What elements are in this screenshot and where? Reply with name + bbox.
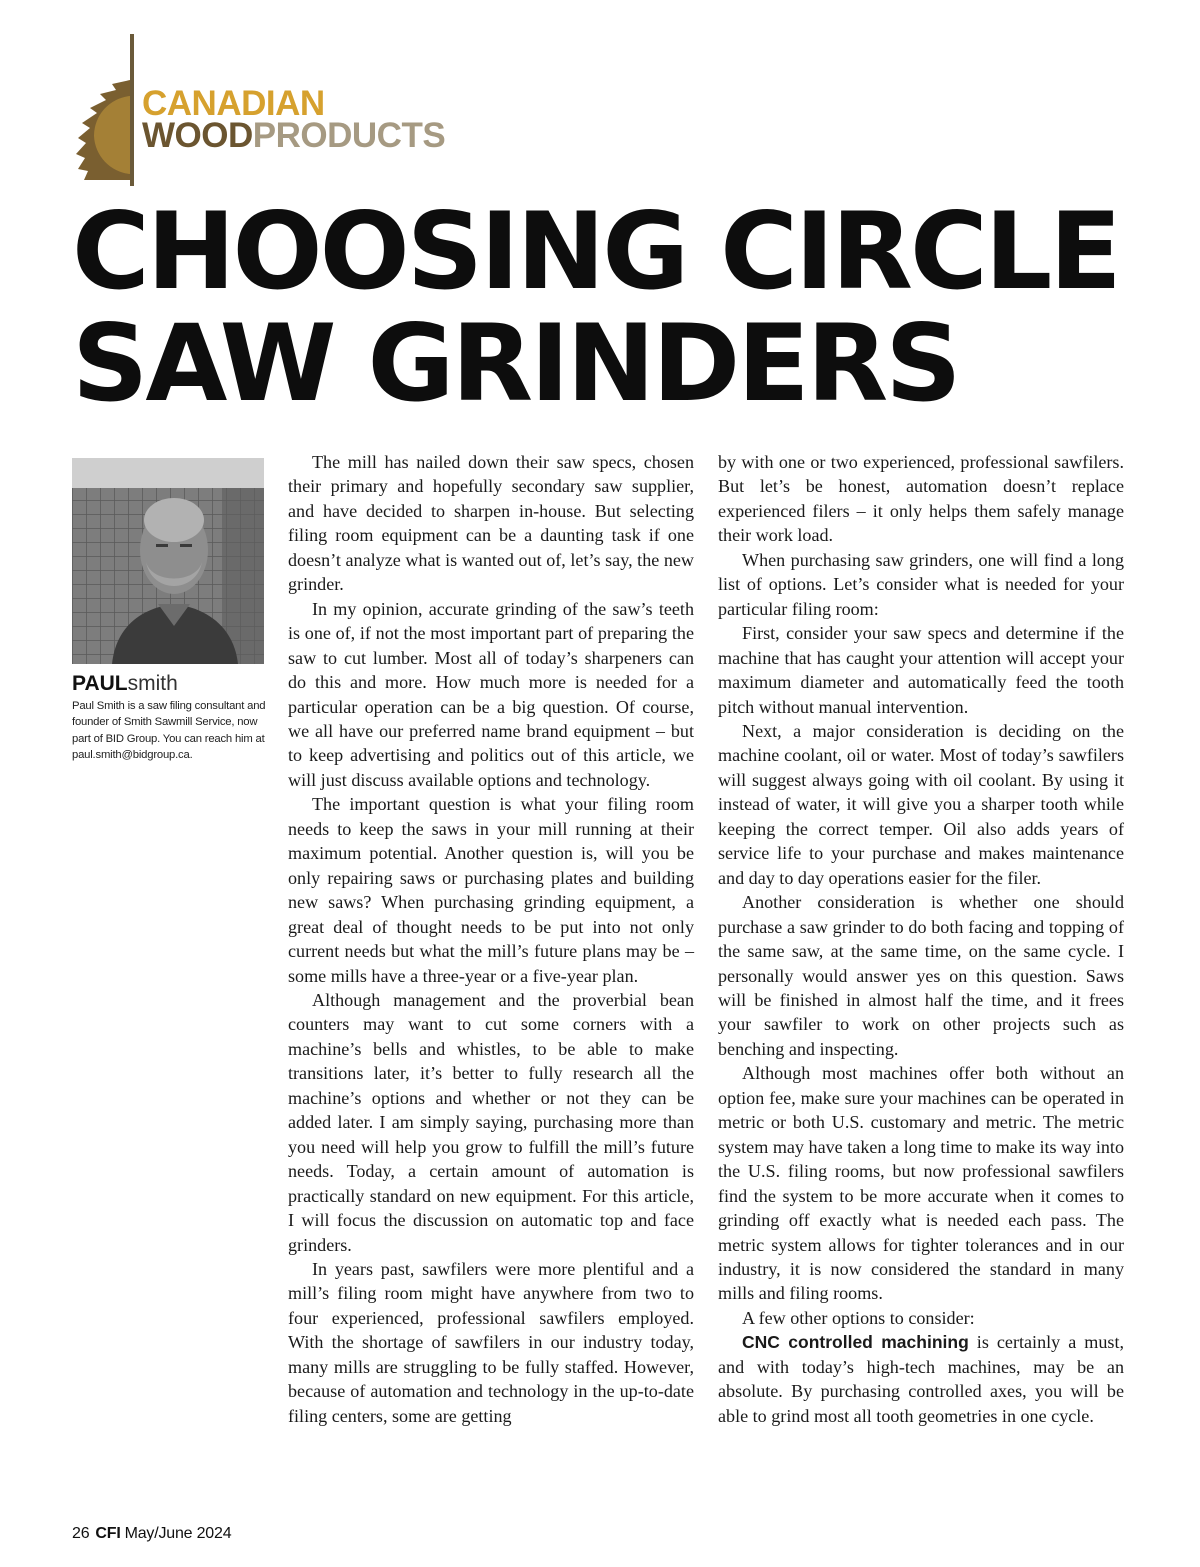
paragraph: When purchasing saw grinders, one will find a long list of options. Let’s consider what is needed for your particular filing room: xyxy=(718,549,1124,619)
paragraph: Although most machines offer both without an option fee, make sure your machines can be operated in metric or both U.S. customary and metric. The metric system may have taken a long time to make its way into the U.S. filing rooms, but now professional sawfilers find the system to be more accurate when it comes to grinding off exactly what is needed each pass. The metric system allows for tighter tolerances and in our industry, it is now considered the standard in many mills and filing rooms. xyxy=(718,1063,1124,1304)
author-box xyxy=(72,672,268,764)
saw-blade-icon xyxy=(72,76,134,184)
publication-name: CFI xyxy=(95,1525,121,1542)
headline-line-2: SAW GRINDERS xyxy=(72,302,959,425)
cnc-text: is certainly a must, and with today’s high-tech machines, may be an absolute. By purchasing controlled axes, you will be able to grind most all tooth geometries in one cycle. xyxy=(718,1332,1125,1426)
paragraph: In my opinion, accurate grinding of the saw’s teeth is one of, if not the most important part of preparing the saw to cut lumber. Most all of today’s sharpeners can do this and more. How much more is needed for a particular operation can be a big question. Of course, we all have our preferred name brand equipment – but to keep advertising and politics out of this article, we will just discuss available options and technology. xyxy=(288,598,694,790)
paragraph: A few other options to consider: xyxy=(742,1307,975,1328)
logo-divider xyxy=(130,34,134,186)
article-column-left xyxy=(288,450,694,1428)
author-photo xyxy=(72,458,264,664)
page-number: 26 xyxy=(72,1525,90,1542)
paragraph-continued: by with one or two experienced, professional sawfilers. But let’s be honest, automation doesn’t replace experienced filers – it only helps them safely manage their work load. xyxy=(718,452,1124,546)
logo-line-canadian: CANADIAN xyxy=(142,84,325,123)
issue-date: May/June 2024 xyxy=(124,1525,232,1542)
paragraph: Another consideration is whether one should purchase a saw grinder to do both facing and topping of the same saw, at the same time, on the same cycle. I personally would answer yes on this question. Saws will be finished in almost half the time, and it frees your sawfiler to work on other projects such as benching and inspecting. xyxy=(718,892,1124,1059)
paragraph: First, consider your saw specs and determine if the machine that has caught your attention will accept your maximum diameter and automatically feed the tooth pitch without manual intervention. xyxy=(718,623,1124,717)
headline-line-1: CHOOSING CIRCLE xyxy=(72,190,1119,313)
paragraph: In years past, sawfilers were more plentiful and a mill’s filing room might have anywhere from two to four experienced, professional sawfilers employed. With the shortage of sawfilers in our industry today, many mills are struggling to be fully staffed. However, because of automation and technology in the up-to-date filing centers, some are getting xyxy=(288,1258,694,1426)
logo-wordmark xyxy=(142,84,446,155)
logo-line-woodproducts: WOODPRODUCTS xyxy=(142,116,446,155)
paragraph: Although management and the proverbial bean counters may want to cut some corners with a machine’s bells and whistles, to be able to make transitions later, it’s better to fully research all the machine’s options and whether or not they can be added later. I am simply saying, purchasing more than you need will help you grow to fulfill the mill’s future needs. Today, a certain amount of automation is practically standard on new equipment. For this article, I will focus the discussion on automatic top and face grinders. xyxy=(288,989,694,1255)
paragraph: Next, a major consideration is deciding on the machine coolant, oil or water. Most of today’s sawfilers will suggest always going with oil coolant. By using it instead of water, it will give you a sharper tooth while keeping the correct temper. Oil also adds years of service life to your purchase and makes maintenance and day to day operations easier for the filer. xyxy=(718,720,1124,888)
article-headline xyxy=(72,190,1172,425)
paragraph: The mill has nailed down their saw specs, chosen their primary and hopefully secondary saw supplier, and have decided to sharpen in-house. But selecting filing room equipment can be a daunting task if one doesn’t analyze what is wanted out of, let’s say, the new grinder. xyxy=(288,452,694,595)
article-column-right xyxy=(718,450,1124,1428)
author-name: PAULsmith xyxy=(72,672,178,695)
paragraph: The important question is what your filing room needs to keep the saws in your mill running at their maximum potential. Another question is, will you be only repairing saws or purchasing plates and building new saws? When purchasing grinding equipment, a great deal of thought needs to be put into not only current needs but what the mill’s future plans may be – some mills have a three-year or a five-year plan. xyxy=(288,794,694,986)
page-footer xyxy=(72,1525,231,1543)
cnc-lead-in: CNC controlled machining xyxy=(742,1332,969,1353)
paragraph xyxy=(718,1330,1124,1428)
author-bio: Paul Smith is a saw filing consultant and founder of Smith Sawmill Service, now part of BID Group. You can reach him at paul.smith@bidgroup.ca. xyxy=(72,700,266,762)
publication-logo xyxy=(72,34,446,186)
